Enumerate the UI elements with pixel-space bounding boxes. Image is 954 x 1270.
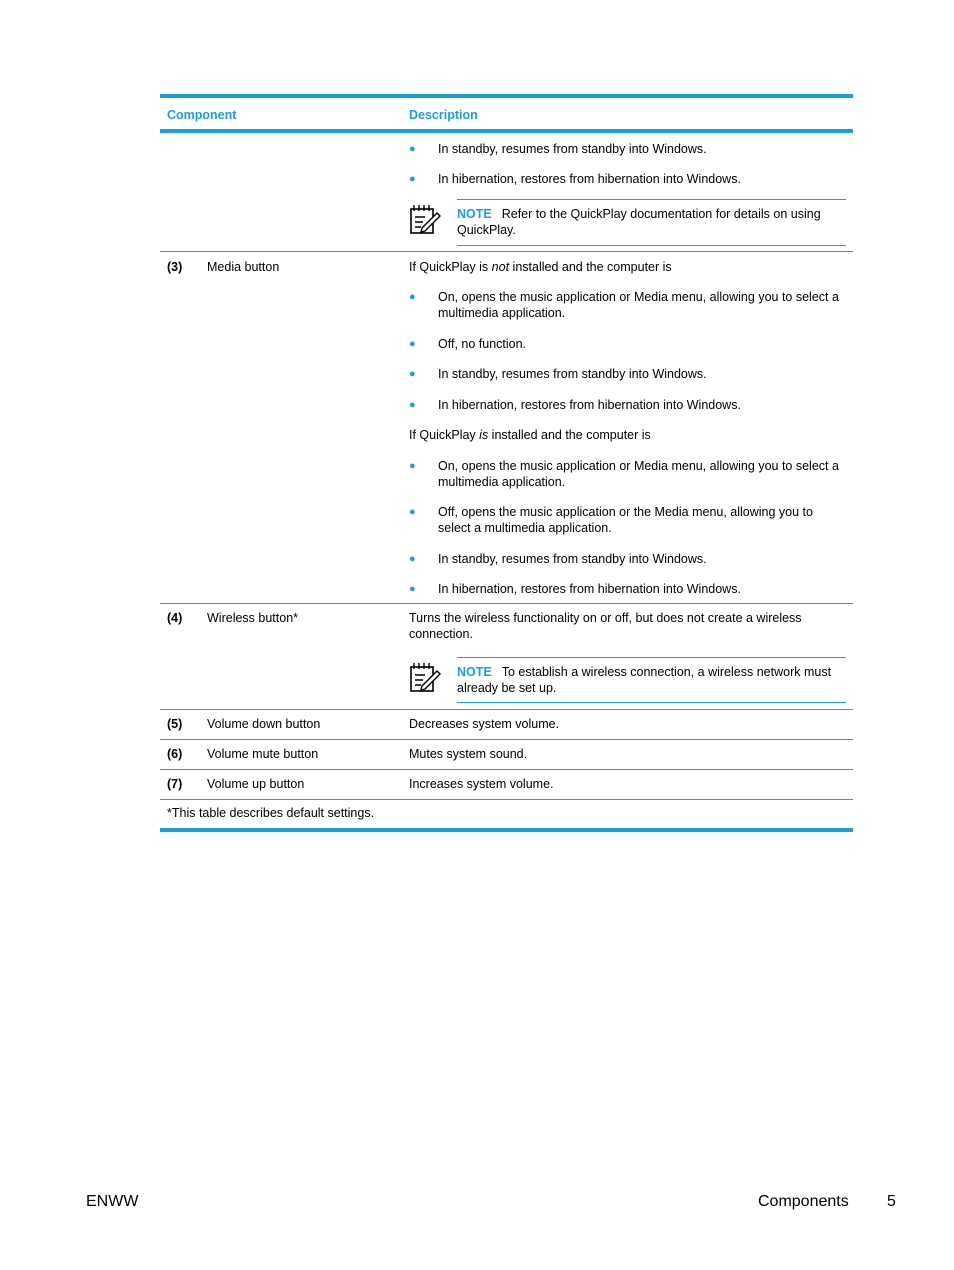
row-number: (3) xyxy=(167,260,183,274)
table-row-wireless xyxy=(160,604,853,710)
row-description: Decreases system volume. xyxy=(409,717,560,731)
table-row-media: (3) Media button If QuickPlay is not installed and the computer is ● On, opens the music application or Media menu, allowing you to select a multimedia application. ● Off, no function. ● In standby, resumes from standby into Windows. ● In hibernation, restores from hibernation into Windows. If QuickPlay is installed and the computer is ● On, opens the music application or Media menu, allowing you to select a multimedia application. ● Off, opens the music application or the Media menu, allowing you to select a multimedia application. ● In standby, resumes from standby into Windows. ● In hibernation, restores from hibernation into Windows. xyxy=(160,252,853,604)
table-bottom-rule xyxy=(160,828,853,832)
row-number: (5) xyxy=(167,717,183,731)
table-row xyxy=(160,710,853,740)
row-number: (6) xyxy=(167,747,183,761)
bullet-icon: ● xyxy=(409,338,416,350)
row-name: Volume up button xyxy=(207,777,305,791)
bullet-icon: ● xyxy=(409,173,416,185)
footer-page-number: 5 xyxy=(887,1193,896,1210)
row-name: Wireless button* xyxy=(207,611,299,625)
bullet-icon: ● xyxy=(409,399,416,411)
row-description: Mutes system sound. xyxy=(409,747,528,761)
table-header xyxy=(160,98,853,133)
bullet-icon: ● xyxy=(409,506,416,518)
bullet-icon: ● xyxy=(409,368,416,380)
bullet-icon: ● xyxy=(409,553,416,565)
note-box xyxy=(457,199,846,246)
row-name: Media button xyxy=(207,260,280,274)
note-label: NOTE xyxy=(457,207,492,221)
row-number: (7) xyxy=(167,777,183,791)
row-description: Increases system volume. xyxy=(409,777,554,791)
header-description: Description xyxy=(409,108,478,122)
note-label: NOTE xyxy=(457,665,492,679)
bullet-icon: ● xyxy=(409,291,416,303)
row-name: Volume mute button xyxy=(207,747,319,761)
note-box xyxy=(457,657,846,703)
bullet-icon: ● xyxy=(409,143,416,155)
note-text: NOTE To establish a wireless connection, a wireless network must already be set up. xyxy=(457,665,832,695)
row-name: Volume down button xyxy=(207,717,321,731)
components-table xyxy=(160,94,853,832)
row-number: (4) xyxy=(167,611,183,625)
table-footnote-row xyxy=(160,800,853,828)
header-component: Component xyxy=(167,108,237,122)
bullet-icon: ● xyxy=(409,583,416,595)
note-text: NOTE Refer to the QuickPlay documentation for details on using QuickPlay. xyxy=(457,207,821,237)
table-row-continued: ● In standby, resumes from standby into Windows. ● In hibernation, restores from hibernation into Windows. NOTE Refer to the QuickPlay documentation for details on using QuickPlay. xyxy=(160,133,853,252)
note-pad-icon xyxy=(409,203,441,235)
note-pad-icon xyxy=(409,661,441,693)
footer-enww: ENWW xyxy=(86,1193,139,1210)
table-footnote: *This table describes default settings. xyxy=(167,806,375,820)
table-row xyxy=(160,740,853,770)
intro-not-installed: If QuickPlay is not installed and the computer is xyxy=(409,260,672,274)
table-row xyxy=(160,770,853,800)
bullet-icon: ● xyxy=(409,460,416,472)
row-description: Turns the wireless functionality on or off, but does not create a wireless connection. xyxy=(409,611,802,641)
footer-section: Components xyxy=(758,1193,849,1210)
intro-is-installed: If QuickPlay is installed and the computer is xyxy=(409,428,651,442)
